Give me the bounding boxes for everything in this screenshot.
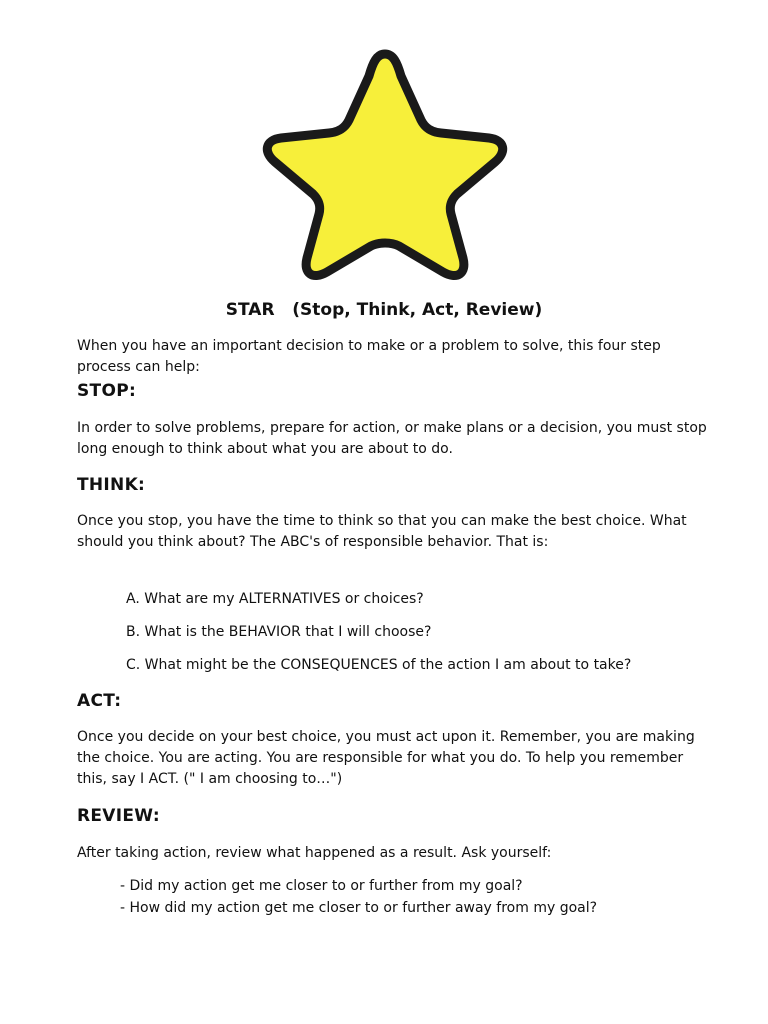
think-body: Once you stop, you have the time to think so that you can make the best choice. What should you think about? The ABC's of responsible behavior. That is:: [77, 513, 687, 550]
act-section: [77, 727, 717, 790]
stop-heading-wrap: [77, 381, 717, 401]
act-heading: ACT:: [77, 691, 122, 711]
think-section: [77, 511, 717, 553]
intro-paragraph: [77, 336, 717, 378]
review-body: After taking action, review what happened as a result. Ask yourself:: [77, 845, 552, 861]
star-icon: [255, 42, 515, 282]
review-heading-wrap: [77, 806, 717, 826]
page-title: STAR (Stop, Think, Act, Review): [225, 300, 543, 320]
think-item-b: B. What is the BEHAVIOR that I will choose?: [126, 624, 432, 640]
intro-text: When you have an important decision to make or a problem to solve, this four step process can help:: [77, 338, 661, 375]
think-item-c: C. What might be the CONSEQUENCES of the action I am about to take?: [126, 657, 632, 673]
review-item-2: - How did my action get me closer to or further away from my goal?: [120, 900, 598, 916]
review-heading: REVIEW:: [77, 806, 160, 826]
think-item-a: A. What are my ALTERNATIVES or choices?: [126, 591, 424, 607]
review-section: [77, 843, 717, 864]
review-item-1: - Did my action get me closer to or further from my goal?: [120, 878, 523, 894]
stop-heading: STOP:: [77, 381, 137, 401]
think-heading: THINK:: [77, 475, 146, 495]
act-body: Once you decide on your best choice, you must act upon it. Remember, you are making the choice. You are acting. You are responsible for what you do. To help you remember this, say I ACT. (" I am choosing to…"): [77, 729, 695, 787]
star-graphic: [255, 42, 515, 282]
think-heading-wrap: [77, 475, 717, 495]
stop-section: [77, 418, 717, 460]
stop-body: In order to solve problems, prepare for action, or make plans or a decision, you must stop long enough to think about what you are about to do.: [77, 420, 707, 457]
act-heading-wrap: [77, 691, 717, 711]
